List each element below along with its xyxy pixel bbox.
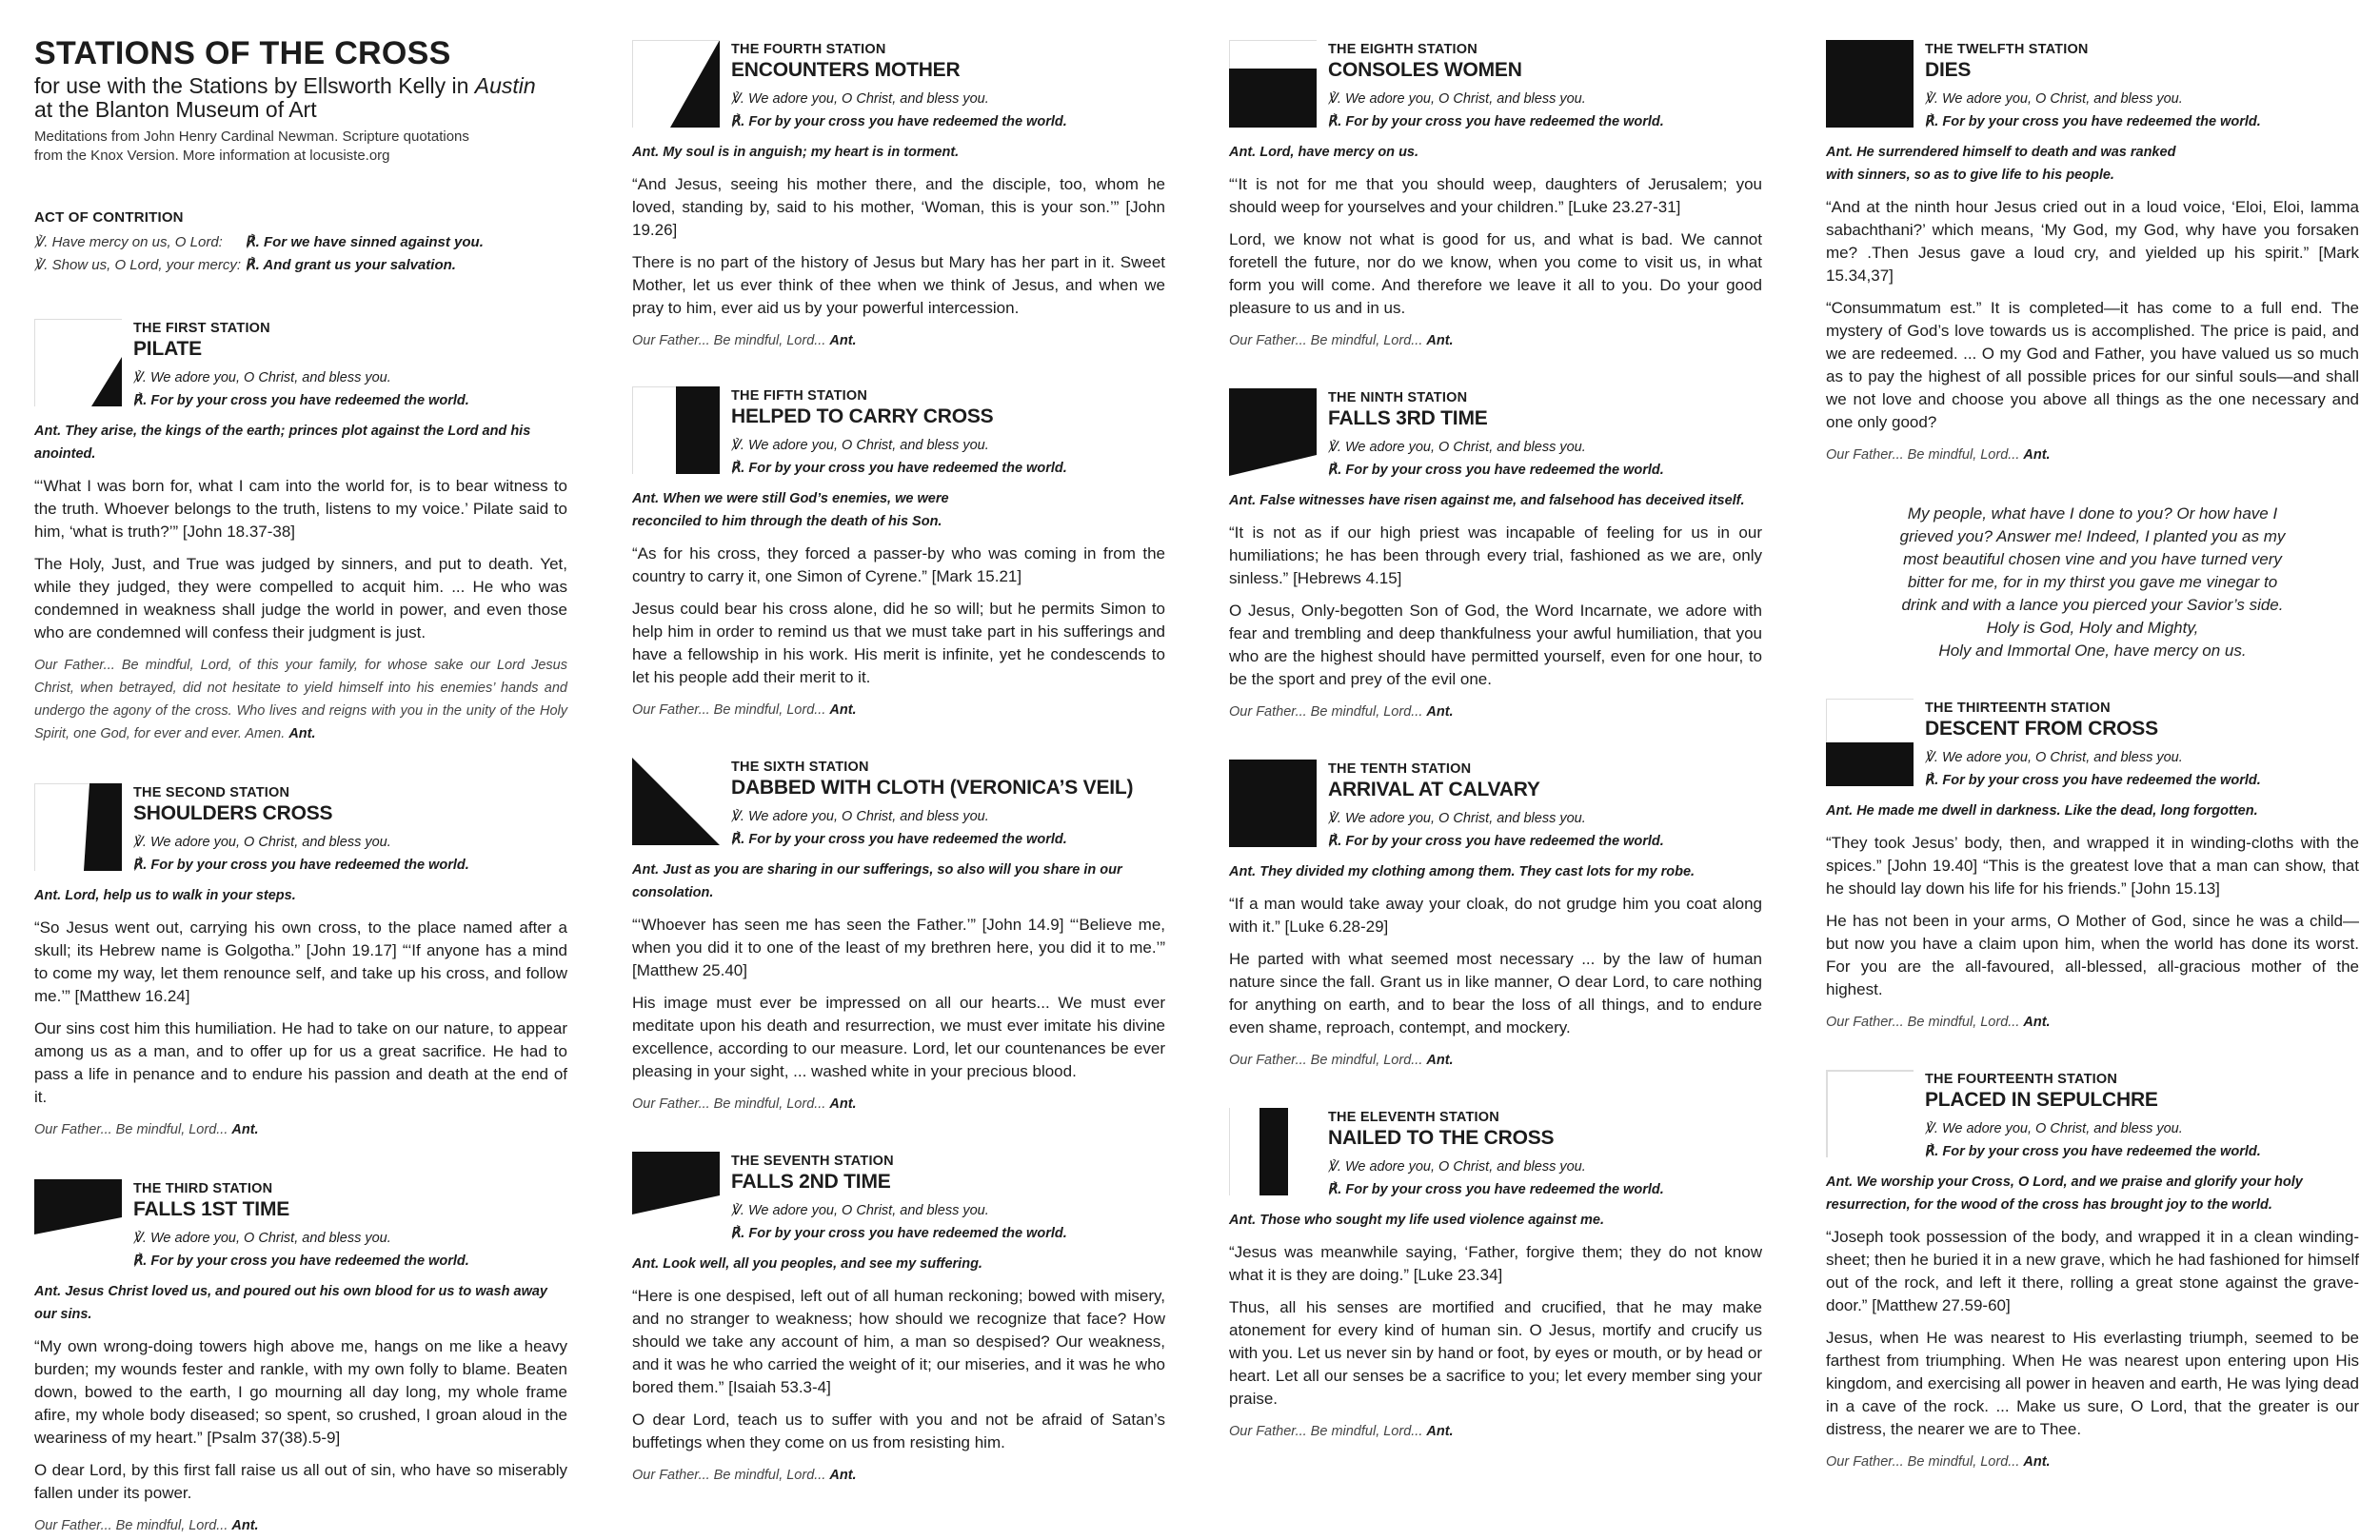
response: ℟. For by your cross you have redeemed the world. (1925, 114, 2261, 129)
station-header (1229, 1110, 1762, 1201)
closing-text: Our Father... Be mindful, Lord... (1826, 447, 2020, 463)
station-label: THE FIFTH STATION (731, 388, 868, 404)
closing-prayer (1229, 1420, 1762, 1443)
station-header (34, 321, 567, 412)
station-11 (1229, 1110, 1762, 1443)
station-name: CONSOLES WOMEN (1328, 59, 1522, 81)
scripture-paragraph: “And Jesus, seeing his mother there, and the disciple, too, whom he loved, standing by, said to his mother, ‘Woman, this is your son.’” [John 19.26] (632, 175, 1165, 239)
closing-prayer (632, 1464, 1165, 1487)
closing-prayer (1229, 329, 1762, 352)
subtitle-text: for use with the Stations by Ellsworth Kelly in (34, 73, 475, 98)
versicle: ℣. We adore you, O Christ, and bless you. (1925, 750, 2183, 765)
station-header (1229, 42, 1762, 133)
station-3 (34, 1181, 567, 1537)
reproach-line: grieved you? Answer me! Indeed, I planted you as my (1899, 527, 2286, 545)
station-header (632, 42, 1165, 133)
station-label: THE THIRD STATION (133, 1181, 273, 1196)
closing-ant: Ant. (288, 726, 316, 741)
scripture-paragraph: “As for his cross, they forced a passer-by who was coming in from the country to carry it, one Simon of Cyrene.” [Mark 15.21] (632, 544, 1165, 585)
station-heading (1328, 1110, 1664, 1201)
closing-ant: Ant. (2023, 1454, 2051, 1470)
closing-text: Our Father... Be mindful, Lord... (1229, 1053, 1423, 1068)
meditation-paragraph: His image must ever be impressed on all our hearts... We must ever meditate upon his death and resurrection, we must ever imitate his divine excellence, according to our measure. Lord, let our countenances be ever pleasing in your sight, ... washed white in your precious blood. (632, 994, 1165, 1080)
contrition-row (34, 254, 567, 277)
station-label: THE FOURTEENTH STATION (1925, 1072, 2118, 1087)
column-1 (34, 36, 567, 1537)
station-4 (632, 42, 1165, 352)
station-name: DABBED WITH CLOTH (VERONICA’S VEIL) (731, 777, 1134, 799)
station-1-artwork-icon (34, 319, 122, 406)
scripture-paragraph: “Here is one despised, left out of all human reckoning; bowed with misery, and no stranger to weakness; how should we recognize that face? How should we take any account of him, a man so despised? Our weakness, and it was he who carried the weight of it; our miseries, and it was he who bored them.” [Isaiah 53.3-4] (632, 1287, 1165, 1396)
closing-ant: Ant. (1426, 333, 1454, 348)
meditation-paragraph: Jesus, when He was nearest to His everlasting triumph, seemed to be farthest from triumphing. When He was nearest upon entering upon His kingdom, and exercising all power in heaven and earth, He was lying dead in a cave of the rock. ... Make us sure, O Lord, that the greater is our distress, the nearer we are to Thee. (1826, 1329, 2359, 1438)
closing-ant: Ant. (2023, 447, 2051, 463)
closing-prayer (1229, 701, 1762, 723)
source-note-line: from the Knox Version. More information at locusiste.org (34, 148, 390, 164)
source-note-line: Meditations from John Henry Cardinal Newman. Scripture quotations (34, 128, 469, 145)
reproach-line: bitter for me, for in my thirst you gave me vinegar to (1907, 573, 2278, 591)
station-8 (1229, 42, 1762, 352)
antiphon: Ant. False witnesses have risen against me, and falsehood has deceived itself. (1229, 493, 1745, 508)
antiphon-line: reconciled to him through the death of his Son. (632, 514, 942, 529)
station-10 (1229, 761, 1762, 1072)
meditation-paragraph: “Consummatum est.” It is completed—it has come to a full end. The mystery of God’s love towards us is accomplished. The price is paid, and we are redeemed. ... O my God and Father, you have valued us so much as to pay the highest of all possible prices for our sinful souls—and shall we not love and choose you above all things as the one necessary and one only good? (1826, 299, 2359, 431)
closing-text: Our Father... Be mindful, Lord... (34, 1122, 228, 1137)
station-heading (1925, 701, 2261, 792)
meditation-paragraph: Jesus could bear his cross alone, did he so will; but he permits Simon to help him in order to remind us that we must take part in his sufferings and have a fellowship in his work. His merit is infinite, yet he condescends to let his people add their merit to it. (632, 600, 1165, 686)
antiphon-line: with sinners, so as to give life to his people. (1826, 168, 2114, 183)
versicle: ℣. We adore you, O Christ, and bless you. (731, 91, 989, 107)
station-heading (731, 42, 1067, 133)
station-14-artwork-icon (1826, 1070, 1914, 1157)
station-header (1229, 761, 1762, 853)
scripture-paragraph: “It is not as if our high priest was incapable of feeling for us in our humiliations; he has been through every trial, fashioned as we are, only sinless.” [Hebrews 4.15] (1229, 523, 1762, 587)
closing-prayer (1826, 1451, 2359, 1473)
station-header (1826, 1072, 2359, 1163)
station-heading (731, 760, 1133, 851)
response: ℟. For by your cross you have redeemed the world. (731, 114, 1067, 129)
antiphon: Ant. Lord, help us to walk in your steps. (34, 888, 296, 903)
station-header (632, 388, 1165, 480)
closing-prayer (34, 1118, 567, 1141)
station-2-artwork-icon (34, 783, 122, 871)
station-header (632, 1154, 1165, 1245)
response: ℟. For by your cross you have redeemed the world. (1328, 114, 1664, 129)
station-9-artwork-icon (1229, 388, 1317, 476)
reproach-line: My people, what have I done to you? Or how have I (1907, 504, 2278, 523)
station-7 (632, 1154, 1165, 1487)
contrition-heading: ACT OF CONTRITION (34, 209, 184, 226)
versicle: ℣. We adore you, O Christ, and bless you. (1328, 811, 1586, 826)
closing-prayer (34, 1514, 567, 1537)
station-3-artwork-icon (34, 1179, 122, 1267)
versicle: ℣. We adore you, O Christ, and bless you. (1328, 91, 1586, 107)
station-2 (34, 785, 567, 1141)
station-header (1826, 701, 2359, 792)
closing-ant: Ant. (829, 702, 857, 718)
scripture-paragraph: “If a man would take away your cloak, do not grudge him you coat along with it.” [Luke 6.28-29] (1229, 895, 1762, 936)
closing-prayer (1826, 1011, 2359, 1034)
station-label: THE THIRTEENTH STATION (1925, 701, 2111, 716)
meditation-paragraph: The Holy, Just, and True was judged by sinners, and put to death. Yet, while they judged, they were compelled to acquit him. ... He who was condemned in weakness shall judge the world in power, and even those who are condemned will confess their judgment is just. (34, 555, 567, 642)
station-name: HELPED TO CARRY CROSS (731, 405, 994, 427)
closing-text: Our Father... Be mindful, Lord... (1826, 1454, 2020, 1470)
closing-text: Our Father... Be mindful, Lord... (1229, 1424, 1423, 1439)
response: ℟. For by your cross you have redeemed the world. (1328, 834, 1664, 849)
antiphon (1826, 1171, 2359, 1216)
reproach-line: Holy is God, Holy and Mighty, (1986, 619, 2199, 637)
antiphon: Ant. They divided my clothing among them. They cast lots for my robe. (1229, 864, 1696, 879)
closing-text: Our Father... Be mindful, Lord... (1229, 704, 1423, 720)
station-heading (731, 388, 1067, 480)
scripture-paragraph: “My own wrong-doing towers high above me, hangs on me like a heavy burden; my wounds fester and rankle, with my own folly to blame. Beaten down, bowed to the earth, I go mourning all day long, my whole frame afire, my whole body diseased; so spent, so crushed, I groan aloud in the weariness of my heart.” [Psalm 37(38).5-9] (34, 1337, 567, 1447)
reproaches (1826, 503, 2359, 662)
station-6 (632, 760, 1165, 1116)
scripture-paragraph: “‘What I was born for, what I cam into the world for, is to bear witness to the truth. Whoever belongs to the truth, listens to my voice.’ Pilate said to him, ‘what is truth?’” [John 18.37-38] (34, 477, 567, 541)
station-13 (1826, 701, 2359, 1034)
versicle: ℣. We adore you, O Christ, and bless you. (1925, 91, 2183, 107)
station-name: SHOULDERS CROSS (133, 802, 333, 824)
station-heading (1328, 761, 1664, 853)
scripture-paragraph: “Joseph took possession of the body, and wrapped it in a clean winding-sheet; then he buried it in a new grave, which he had fashioned for himself out of the rock, and left it there, rolling a great stone against the grave-door.” [Matthew 27.59-60] (1826, 1228, 2359, 1314)
versicle: ℣. We adore you, O Christ, and bless you. (133, 370, 391, 385)
closing-ant: Ant. (1426, 1053, 1454, 1068)
meditation-paragraph: O dear Lord, by this first fall raise us all out of sin, who have so miserably fallen under its power. (34, 1461, 567, 1502)
reproach-line: Holy and Immortal One, have mercy on us. (1938, 642, 2247, 660)
subtitle (34, 74, 567, 98)
meditation-paragraph: O dear Lord, teach us to suffer with you and not be afraid of Satan’s buffetings when they come on us from resisting him. (632, 1411, 1165, 1451)
closing-prayer (632, 699, 1165, 721)
station-label: THE SEVENTH STATION (731, 1154, 894, 1169)
antiphon-line: Ant. He surrendered himself to death and was ranked (1826, 145, 2176, 160)
station-8-artwork-icon (1229, 40, 1317, 128)
closing-text: Our Father... Be mindful, Lord, of this your family, for whose sake our Lord Jesus Christ, when betrayed, did not hesitate to yield himself into his enemies’ hands and undergo the agony of the cross. Who lives and reigns with you in the unity of the Holy Spirit, one God, for ever and ever. Amen. (34, 658, 567, 741)
station-label: THE TWELFTH STATION (1925, 42, 2089, 57)
station-header (34, 1181, 567, 1273)
scripture-paragraph: “Jesus was meanwhile saying, ‘Father, forgive them; they do not know what it is they are doing.” [Luke 23.34] (1229, 1243, 1762, 1284)
station-header (1229, 390, 1762, 482)
station-name: NAILED TO THE CROSS (1328, 1127, 1555, 1149)
closing-ant: Ant. (1426, 704, 1454, 720)
reproach-line: drink and with a lance you pierced your Savior’s side. (1901, 596, 2284, 614)
station-heading (133, 321, 469, 412)
scripture-paragraph: “So Jesus went out, carrying his own cross, to the place named after a skull; its Hebrew name is Golgotha.” [John 19.17] “‘If anyone has a mind to come my way, let them renounce self, and take up his cross, and follow me.’” [Matthew 16.24] (34, 918, 567, 1005)
station-name: FALLS 2ND TIME (731, 1171, 891, 1193)
closing-ant: Ant. (829, 1096, 857, 1112)
station-name: FALLS 1ST TIME (133, 1198, 290, 1220)
response: ℟. For by your cross you have redeemed the world. (133, 858, 469, 873)
station-11-artwork-icon (1229, 1108, 1317, 1195)
station-name: ENCOUNTERS MOTHER (731, 59, 961, 81)
station-label: THE SECOND STATION (133, 785, 290, 800)
antiphon (632, 487, 1165, 533)
meditation-paragraph: Thus, all his senses are mortified and crucified, that he may make atonement for every kind of human sin. O Jesus, mortify and crucify us with you. Let us never sin by hand or foot, by eyes or mouth, or by head or heart. Let all our senses be a sacrifice to you; let every member sing your praise. (1229, 1298, 1762, 1408)
station-label: THE TENTH STATION (1328, 761, 1472, 777)
station-heading (1925, 1072, 2261, 1163)
versicle: ℣. We adore you, O Christ, and bless you. (133, 1231, 391, 1246)
page-title: STATIONS OF THE CROSS (34, 35, 451, 71)
antiphon: Ant. My soul is in anguish; my heart is in torment. (632, 145, 960, 160)
response: ℟. For by your cross you have redeemed the world. (133, 1254, 469, 1269)
station-label: THE SIXTH STATION (731, 760, 869, 775)
versicle: ℣. We adore you, O Christ, and bless you. (1328, 1159, 1586, 1175)
station-9 (1229, 390, 1762, 723)
response: ℟. For by your cross you have redeemed the world. (133, 393, 469, 408)
closing-ant: Ant. (1426, 1424, 1454, 1439)
reproach-line: most beautiful chosen vine and you have turned very (1903, 550, 2282, 568)
station-7-artwork-icon (632, 1152, 720, 1239)
station-name: FALLS 3RD TIME (1328, 407, 1488, 429)
column-3 (1229, 36, 1762, 1443)
station-label: THE ELEVENTH STATION (1328, 1110, 1499, 1125)
versicle: ℣. We adore you, O Christ, and bless you. (1328, 440, 1586, 455)
closing-text: Our Father... Be mindful, Lord... (632, 702, 826, 718)
station-header (1826, 42, 2359, 133)
closing-prayer (1826, 444, 2359, 466)
column-2 (632, 36, 1165, 1487)
contrition-row (34, 231, 567, 254)
column-4 (1826, 36, 2359, 1473)
meditation-paragraph: O Jesus, Only-begotten Son of God, the Word Incarnate, we adore with fear and trembling and deep thankfulness your awful humiliation, that you who are the highest should have permitted yourself, even for one hour, to be the sport and prey of the evil one. (1229, 602, 1762, 688)
closing-ant: Ant. (231, 1518, 259, 1533)
station-name: DESCENT FROM CROSS (1925, 718, 2158, 740)
station-label: THE NINTH STATION (1328, 390, 1468, 405)
antiphon: Ant. They arise, the kings of the earth; princes plot against the Lord and his anointed. (34, 424, 531, 462)
contrition-response: ℟. And grant us your salvation. (246, 257, 456, 273)
station-heading (1925, 42, 2261, 133)
meditation-paragraph: Lord, we know not what is good for us, and what is bad. We cannot foretell the future, nor do we know, when you come to visit us, in what form you will come. And therefore we leave it all to you. Do your good pleasure to us and in us. (1229, 230, 1762, 317)
station-10-artwork-icon (1229, 760, 1317, 847)
closing-ant: Ant. (829, 1468, 857, 1483)
scripture-paragraph: “And at the ninth hour Jesus cried out in a loud voice, ‘Eloi, Eloi, lamma sabachthani?’ which means, ‘My God, my God, why have you forsaken me? .Then Jesus gave a loud cry, and yielded up his spirit.” [Mark 15.34,37] (1826, 198, 2359, 285)
contrition-versicle: ℣. Have mercy on us, O Lord: (34, 234, 223, 250)
meditation-paragraph: There is no part of the history of Jesus but Mary has her part in it. Sweet Mother, let us ever think of thee when we think of Jesus, and when we pray to him, ever aid us by your powerful intercession. (632, 253, 1165, 317)
antiphon-line: resurrection, for the wood of the cross has brought joy to the world. (1826, 1197, 2272, 1213)
station-12-artwork-icon (1826, 40, 1914, 128)
station-name: DIES (1925, 59, 1972, 81)
closing-text: Our Father... Be mindful, Lord... (632, 1468, 826, 1483)
scripture-paragraph: “They took Jesus’ body, then, and wrapped it in winding-cloths with the spices.” [John 19.40] “This is the greatest love that a man can show, that he should lay down his life for his friends.” [John 15.13] (1826, 834, 2359, 898)
closing-prayer (34, 654, 567, 745)
station-label: THE FOURTH STATION (731, 42, 886, 57)
closing-text: Our Father... Be mindful, Lord... (1826, 1015, 2020, 1030)
response: ℟. For by your cross you have redeemed the world. (731, 1226, 1067, 1241)
station-heading (1328, 390, 1664, 482)
station-1 (34, 321, 567, 745)
station-5 (632, 388, 1165, 721)
scripture-paragraph: “‘Whoever has seen me has seen the Father.’” [John 14.9] “‘Believe me, when you did it to one of the least of my brethren here, you did it to me.’” [Matthew 25.40] (632, 916, 1165, 979)
response: ℟. For by your cross you have redeemed the world. (1328, 463, 1664, 478)
antiphon: Ant. Just as you are sharing in our sufferings, so also will you share in our consolation. (632, 862, 1122, 900)
antiphon: Ant. Look well, all you peoples, and see my suffering. (632, 1256, 982, 1272)
station-4-artwork-icon (632, 40, 720, 128)
document-header (34, 36, 567, 166)
response: ℟. For by your cross you have redeemed the world. (731, 461, 1067, 476)
closing-prayer (632, 329, 1165, 352)
source-note (34, 128, 567, 166)
station-13-artwork-icon (1826, 699, 1914, 786)
station-14 (1826, 1072, 2359, 1473)
versicle: ℣. We adore you, O Christ, and bless you. (731, 438, 989, 453)
meditation-paragraph: He has not been in your arms, O Mother of God, since he was a child—but now you have a claim upon him, when the world has done its worst. For you are the all-favoured, all-blessed, all-gracious mother of the highest. (1826, 912, 2359, 998)
antiphon: Ant. He made me dwell in darkness. Like the dead, long forgotten. (1826, 803, 2258, 819)
station-12 (1826, 42, 2359, 466)
subtitle-line2: at the Blanton Museum of Art (34, 97, 317, 122)
meditation-paragraph: Our sins cost him this humiliation. He had to take on our nature, to appear among us as a man, and to offer up for us a great sacrifice. He had to pass a life in penance and to endure his passion and death at the end of it. (34, 1019, 567, 1106)
subtitle-city: Austin (474, 73, 536, 98)
scripture-paragraph: “‘It is not for me that you should weep, daughters of Jerusalem; you should weep for yourselves and your children.” [Luke 23.27-31] (1229, 175, 1762, 216)
station-name: PILATE (133, 338, 202, 360)
response: ℟. For by your cross you have redeemed the world. (1328, 1182, 1664, 1197)
act-of-contrition (34, 209, 567, 277)
station-heading (133, 785, 469, 877)
contrition-response: ℟. For we have sinned against you. (246, 234, 484, 250)
station-heading (133, 1181, 469, 1273)
station-name: ARRIVAL AT CALVARY (1328, 779, 1540, 800)
closing-text: Our Father... Be mindful, Lord... (632, 333, 826, 348)
versicle: ℣. We adore you, O Christ, and bless you. (731, 809, 989, 824)
meditation-paragraph: He parted with what seemed most necessary ... by the law of human nature since the fall. Grant us in like manner, O dear Lord, to care nothing for anything on earth, and to bear the loss of all things, and to endure even shame, reproach, contempt, and mockery. (1229, 950, 1762, 1037)
antiphon (1826, 141, 2359, 187)
closing-ant: Ant. (2023, 1015, 2051, 1030)
response: ℟. For by your cross you have redeemed the world. (731, 832, 1067, 847)
antiphon: Ant. Jesus Christ loved us, and poured out his own blood for us to wash away our sins. (34, 1284, 547, 1322)
closing-ant: Ant. (829, 333, 857, 348)
closing-prayer (1229, 1049, 1762, 1072)
closing-ant: Ant. (231, 1122, 259, 1137)
closing-text: Our Father... Be mindful, Lord... (1229, 333, 1423, 348)
versicle: ℣. We adore you, O Christ, and bless you. (1925, 1121, 2183, 1136)
antiphon-line: Ant. We worship your Cross, O Lord, and we praise and glorify your holy (1826, 1175, 2303, 1190)
station-label: THE FIRST STATION (133, 321, 270, 336)
station-header (34, 785, 567, 877)
antiphon-line: Ant. When we were still God’s enemies, we were (632, 491, 949, 506)
closing-text: Our Father... Be mindful, Lord... (34, 1518, 228, 1533)
station-label: THE EIGHTH STATION (1328, 42, 1478, 57)
station-name: PLACED IN SEPULCHRE (1925, 1089, 2158, 1111)
closing-prayer (632, 1093, 1165, 1116)
versicle: ℣. We adore you, O Christ, and bless you. (133, 835, 391, 850)
antiphon: Ant. Lord, have mercy on us. (1229, 145, 1419, 160)
station-6-artwork-icon (632, 758, 720, 845)
versicle: ℣. We adore you, O Christ, and bless you. (731, 1203, 989, 1218)
closing-text: Our Father... Be mindful, Lord... (632, 1096, 826, 1112)
station-heading (731, 1154, 1067, 1245)
station-heading (1328, 42, 1664, 133)
station-5-artwork-icon (632, 386, 720, 474)
response: ℟. For by your cross you have redeemed the world. (1925, 773, 2261, 788)
contrition-versicle: ℣. Show us, O Lord, your mercy: (34, 257, 242, 273)
response: ℟. For by your cross you have redeemed the world. (1925, 1144, 2261, 1159)
station-header (632, 760, 1165, 851)
antiphon: Ant. Those who sought my life used violence against me. (1229, 1213, 1604, 1228)
